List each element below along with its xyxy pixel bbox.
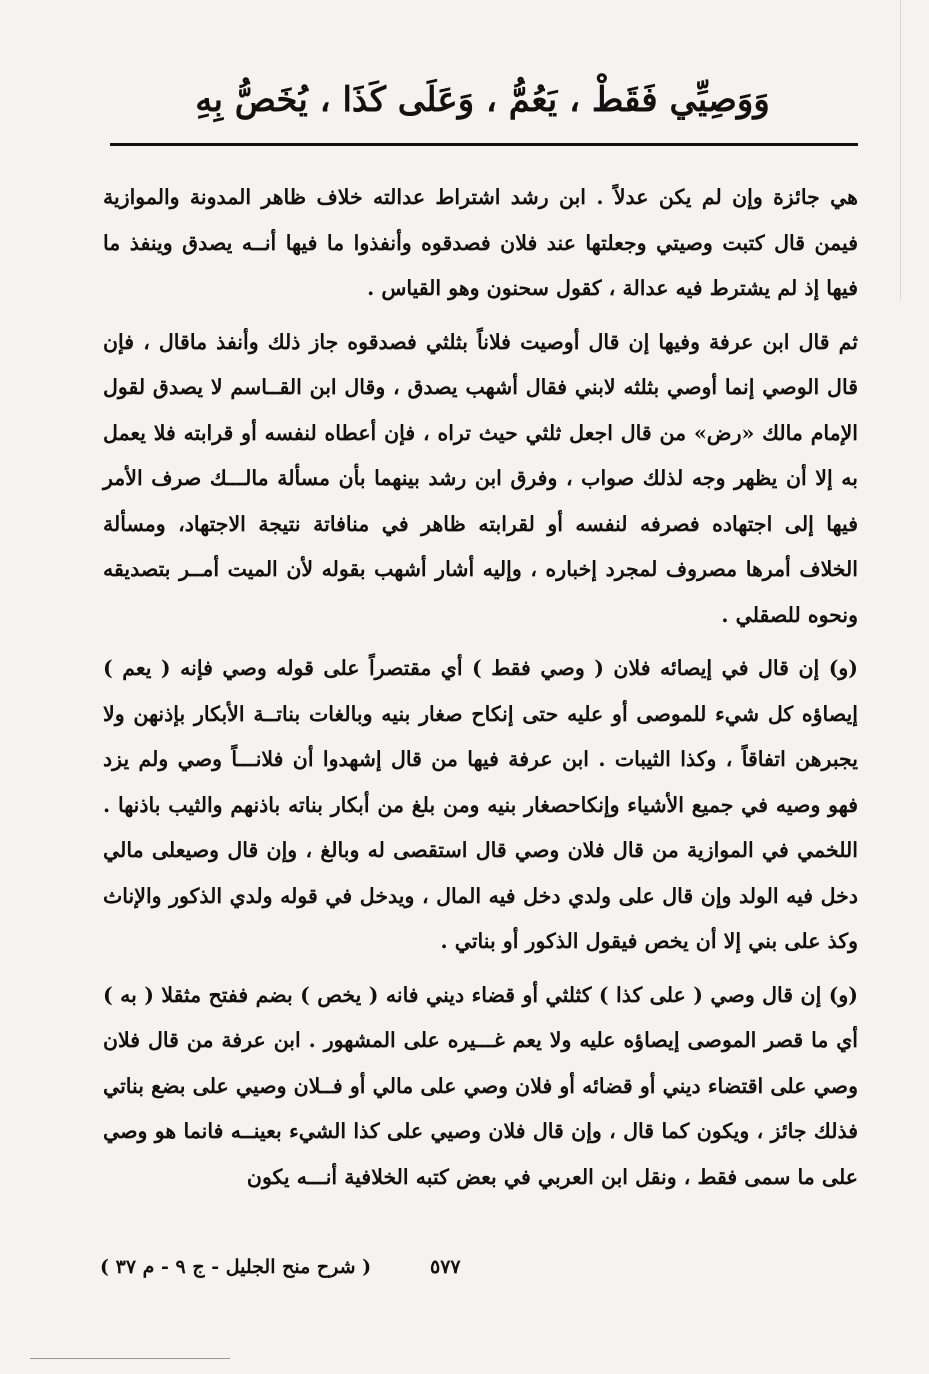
paragraph: (و) إن قال في إيصائه فلان ( وصي فقط ) أي مقتصراً على قوله وصي فإنه ( يعم ) إيصاؤه كل شيء للموصى أو عليه حتى إنكاح صغار بنيه وبالغات بناتــة الأبكار بإذنهن ولا يجبرهن اتفاقاً ، وكذا الثيبات . ابن عرفة فيها من قال إشهدوا أن فلانـــاً وصي ولم يزد فهو وصيه في جميع الأشياء وإنكاحصغار بنيه ومن بلغ من أبكار بناته باذنهم والثيب باذنها . اللخمي في الموازية من قال فلان وصي قال استقصى له وبالغ ، وإن قال وصيعلى مالي دخل فيه الولد وإن قال على ولدي دخل فيه المال ، ويدخل في قوله ولدي الذكور والإناث وكذ على بني إلا أن يخص فيقول الذكور أو بناتي . [103, 656, 858, 953]
header-title: وَوَصِيِّي فَقَطْ ، يَعُمُّ ، وَعَلَى كَذَا ، يُخَصُّ بِهِ [195, 80, 770, 120]
paragraph: هي جائزة وإن لم يكن عدلاً . ابن رشد اشتراط عدالته خلاف ظاهر المدونة والموازية فيمن قال كتبت وصيتي وجعلتها عند فلان فصدقوه وأنفذوا ما فيها أنــه يصدق وينفذ ما فيها إذ لم يشترط فيه عدالة ، كقول سحنون وهو القياس . [103, 185, 858, 300]
header-rule [110, 143, 858, 146]
page-footer [100, 1250, 860, 1290]
body-text [103, 175, 858, 1200]
margin-line [30, 1358, 230, 1359]
paragraph: ثم قال ابن عرفة وفيها إن قال أوصيت فلاناً بثلثي فصدقوه جاز ذلك وأنفذ ماقال ، فإن قال الوصي إنما أوصي بثلثه لابني فقال أشهب يصدق ، وقال ابن القــاسم لا يصدق لقول الإمام مالك «رض» من قال اجعل ثلثي حيث تراه ، فإن أعطاه لنفسه أو قرابته فلا يعمل به إلا أن يظهر وجه لذلك صواب ، وفرق ابن رشد بينهما بأن مسألة مالـــك صرف الأمر فيها إلى اجتهاده فصرفه لنفسه أو لقرابته ظاهر في منافاتة نتيجة الاجتهاد، ومسألة الخلاف أمرها مصروف لمجرد إخباره ، وإليه أشار أشهب بقوله لأن الميت أمــر بتصديقه ونحوه للصقلي . [103, 329, 858, 627]
paragraph: (و) إن قال وصي ( على كذا ) كثلثي أو قضاء ديني فانه ( يخص ) بضم ففتح مثقلا ( به ) أي ما قصر الموصى إيصاؤه عليه ولا يعم غـــيره على المشهور . ابن عرفة من قال فلان وصي على اقتضاء ديني أو قضائه أو فلان وصي على مالي أو فــلان وصيي على بضع بناتي فذلك جائز ، ويكون كما قال ، وإن قال فلان وصيي على كذا الشيء بعينــه فانما هو وصي على ما سمى فقط ، ونقل ابن العربي في بعض كتبه الخلافية أنـــه يكون [103, 982, 858, 1189]
page-header [110, 60, 855, 140]
margin-line [900, 0, 901, 300]
book-reference: ( شرح منح الجليل - ج ٩ - م ٣٧ ) [100, 1256, 372, 1278]
page-number: ٥٧٧ [430, 1256, 461, 1278]
